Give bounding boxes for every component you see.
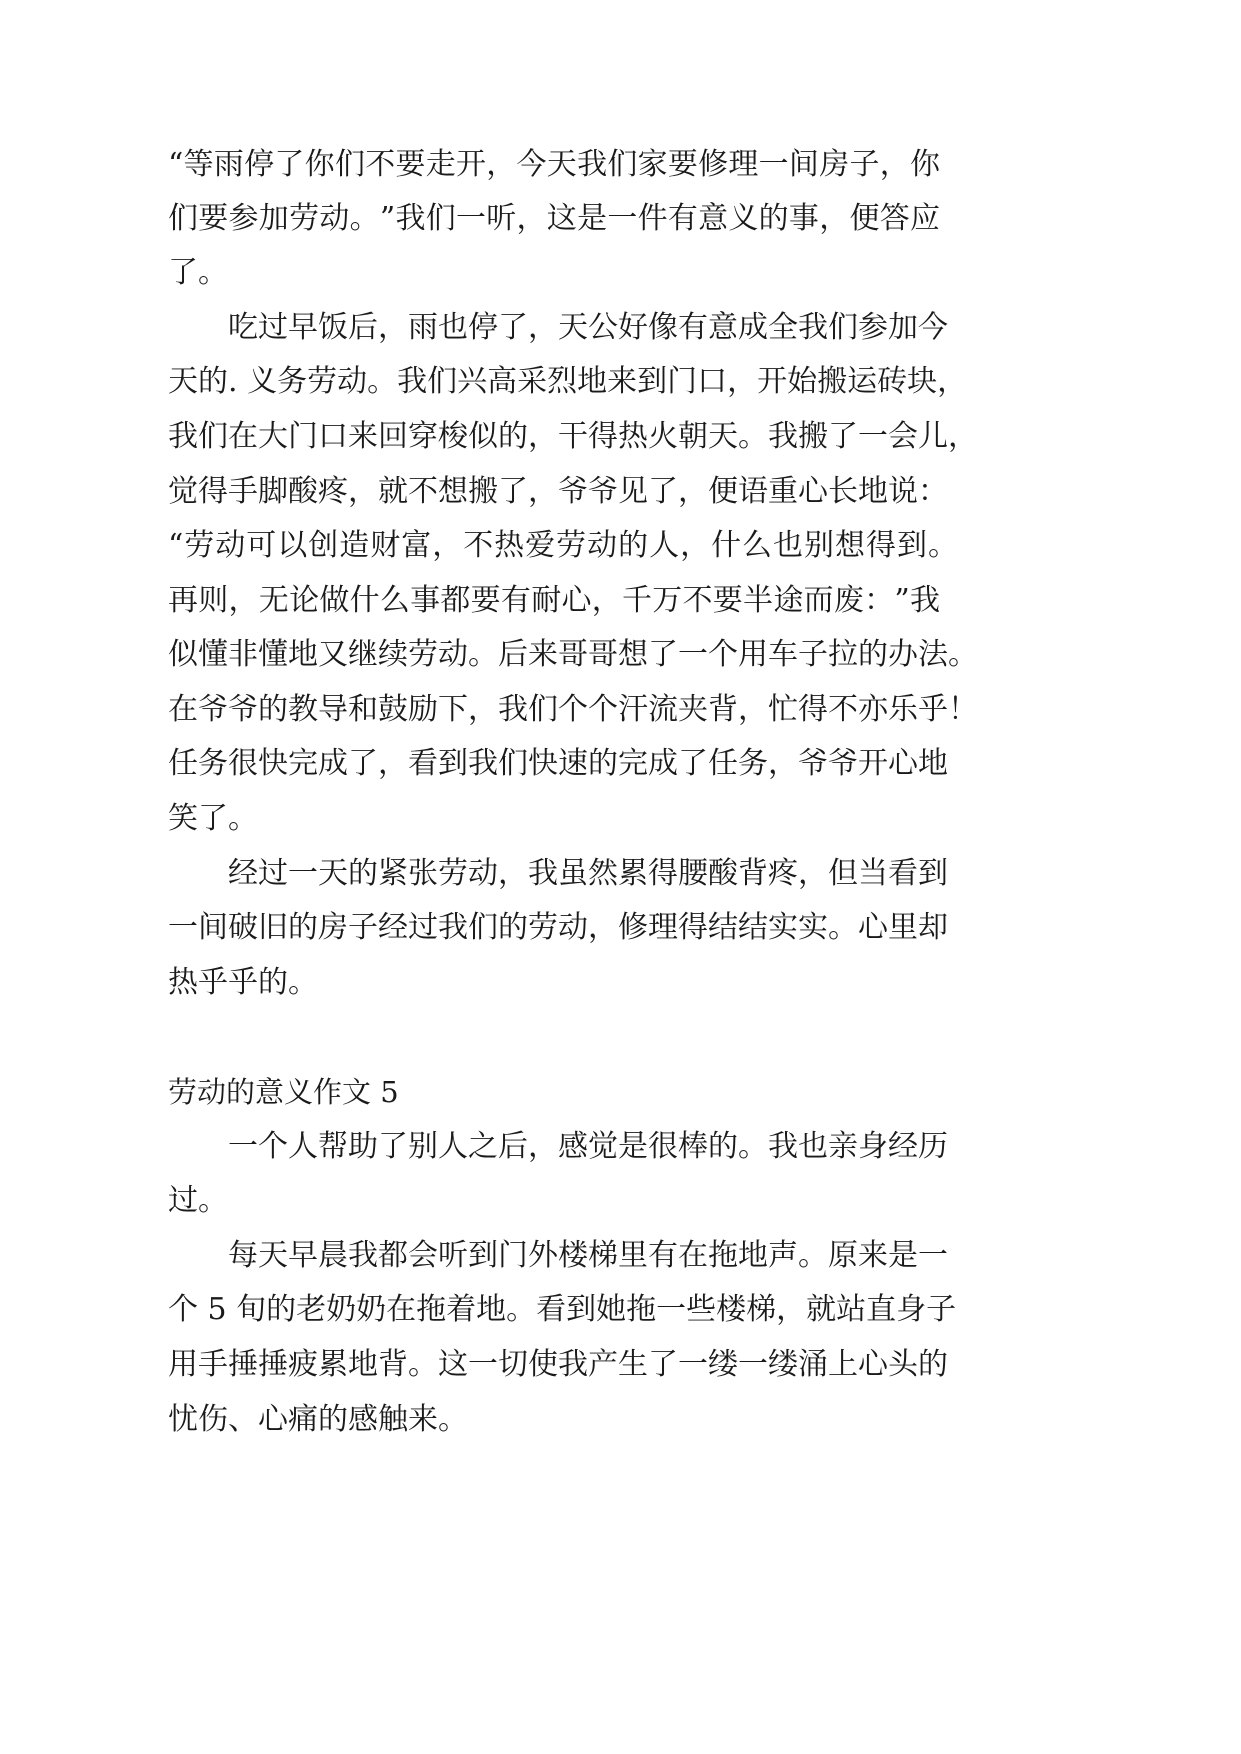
- text-line: 经 过 一 天 的 紧 张 劳 动 ， 我 虽 然 累 得 腰 酸 背 疼 ， 但 当 看 到: [228, 856, 948, 891]
- text-line: 似 懂 非 懂 地 又 继 续 劳 动 。 后 来 哥 哥 想 了 一 个 用 车 子 拉 的 办 法 。: [168, 637, 978, 672]
- text-line: 每 天 早 晨 我 都 会 听 到 门 外 楼 梯 里 有 在 拖 地 声 。 原 来 是 一: [228, 1238, 948, 1273]
- text-line: 了。: [168, 255, 228, 290]
- text-line: 一 个 人 帮 助 了 别 人 之 后 ， 感 觉 是 很 棒 的 。 我 也 亲 身 经 历: [228, 1129, 948, 1164]
- text-line: 热乎乎的。: [168, 965, 318, 1000]
- text-line: 在 爷 爷 的 教 导 和 鼓 励 下 ， 我 们 个 个 汗 流 夹 背 ， 忙 得 不 亦 乐 乎 ！: [168, 692, 978, 727]
- text-line: 觉 得 手 脚 酸 疼 ， 就 不 想 搬 了 ， 爷 爷 见 了 ， 便 语 重 心 长 地 说 ：: [168, 474, 948, 509]
- text-line: “ 劳 动 可 以 创 造 财 富 ， 不 热 爱 劳 动 的 人 ， 什 么 也 别 想 得 到 。: [168, 528, 958, 563]
- text-line: 天 的 . 义 务 劳 动 。 我 们 兴 高 采 烈 地 来 到 门 口 ， 开 始 搬 运 砖 块 ，: [168, 364, 968, 399]
- text-line: 任 务 很 快 完 成 了 ， 看 到 我 们 快 速 的 完 成 了 任 务 ， 爷 爷 开 心 地: [168, 746, 948, 781]
- text-line: 笑了。: [168, 801, 258, 836]
- text-line: “ 等 雨 停 了 你 们 不 要 走 开 ， 今 天 我 们 家 要 修 理 一 间 房 子 ， 你: [168, 147, 940, 182]
- text-line: 个 5 旬 的 老 奶 奶 在 拖 着 地 。 看 到 她 拖 一 些 楼 梯 ， 就 站 直 身 子: [168, 1292, 957, 1327]
- text-line: 再 则 ， 无 论 做 什 么 事 都 要 有 耐 心 ， 千 万 不 要 半 途 而 废 ： ” 我: [168, 583, 940, 618]
- text-line: 吃 过 早 饭 后 ， 雨 也 停 了 ， 天 公 好 像 有 意 成 全 我 们 参 加 今: [228, 310, 948, 345]
- text-line: 忧伤、心痛的感触来。: [168, 1402, 468, 1437]
- text-line: 用 手 捶 捶 疲 累 地 背 。 这 一 切 使 我 产 生 了 一 缕 一 缕 涌 上 心 头 的: [168, 1347, 948, 1382]
- text-line: 一 间 破 旧 的 房 子 经 过 我 们 的 劳 动 ， 修 理 得 结 结 实 实 。 心 里 却: [168, 910, 948, 945]
- text-line: 过。: [168, 1183, 228, 1218]
- section-heading: 劳动的意义作文 5: [168, 1075, 399, 1109]
- text-line: 我 们 在 大 门 口 来 回 穿 梭 似 的 ， 干 得 热 火 朝 天 。 我 搬 了 一 会 儿 ，: [168, 419, 978, 454]
- text-line: 们 要 参 加 劳 动 。 ” 我 们 一 听 ， 这 是 一 件 有 意 义 的 事 ， 便 答 应: [168, 201, 940, 236]
